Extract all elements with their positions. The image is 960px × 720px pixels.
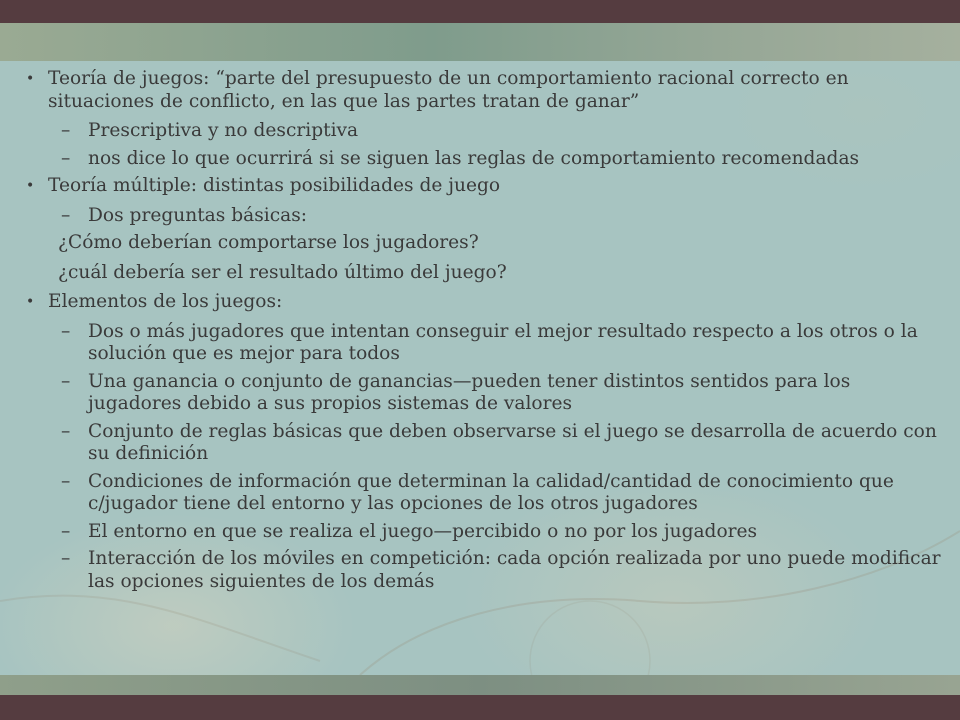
sub-bullet-text: Una ganancia o conjunto de ganancias—pueden tener distintos sentidos para los jugadores debido a sus propios sistemas de valores bbox=[88, 370, 851, 414]
bullet-marker: • bbox=[26, 71, 35, 87]
top-decorative-strip bbox=[0, 23, 960, 61]
dash-marker: – bbox=[61, 520, 71, 542]
sub-bullet-item bbox=[26, 321, 946, 366]
bullet-text: Teoría múltiple: distintas posibilidades de juego bbox=[48, 175, 501, 196]
bullet-text: Teoría de juegos: “parte del presupuesto de un comportamiento racional correcto en situaciones de conflicto, en las que las partes tratan de ganar” bbox=[48, 68, 849, 112]
question-line bbox=[26, 232, 946, 255]
sub-bullet-text: Dos o más jugadores que intentan conseguir el mejor resultado respecto a los otros o la solución que es mejor para todos bbox=[88, 320, 918, 364]
dash-marker: – bbox=[61, 370, 71, 392]
bullet-marker: • bbox=[26, 294, 35, 310]
dash-marker: – bbox=[61, 120, 71, 141]
sub-bullet-text: Prescriptiva y no descriptiva bbox=[88, 120, 359, 141]
bullet-item bbox=[26, 291, 946, 314]
sub-bullet-item bbox=[26, 148, 946, 171]
bullet-item bbox=[26, 68, 946, 113]
bullet-marker: • bbox=[26, 178, 35, 194]
top-frame-bar bbox=[0, 0, 960, 23]
sub-bullet-item bbox=[26, 548, 946, 593]
bullet-text: Elementos de los juegos: bbox=[48, 291, 283, 312]
sub-bullet-item bbox=[26, 371, 946, 416]
question-line bbox=[26, 262, 946, 285]
bottom-decorative-strip bbox=[0, 675, 960, 695]
bottom-frame-bar bbox=[0, 695, 960, 720]
sub-bullet-text: Condiciones de información que determinan la calidad/cantidad de conocimiento que c/jugador tiene del entorno y las opciones de los otros jugadores bbox=[88, 470, 894, 514]
dash-marker: – bbox=[61, 420, 71, 442]
dash-marker: – bbox=[61, 204, 71, 226]
sub-bullet-item bbox=[26, 120, 946, 143]
question-text: ¿Cómo deberían comportarse los jugadores? bbox=[58, 232, 479, 253]
sub-bullet-text: Dos preguntas básicas: bbox=[88, 204, 307, 226]
sub-bullet-item bbox=[26, 471, 946, 516]
bullet-item bbox=[26, 175, 946, 198]
dash-marker: – bbox=[61, 470, 71, 492]
sub-bullet-item bbox=[26, 521, 946, 544]
slide-content bbox=[26, 68, 946, 598]
dash-marker: – bbox=[61, 320, 71, 342]
sub-bullet-item bbox=[26, 205, 946, 228]
sub-bullet-text: Conjunto de reglas básicas que deben observarse si el juego se desarrolla de acuerdo con su definición bbox=[88, 420, 937, 464]
question-text: ¿cuál debería ser el resultado último del juego? bbox=[58, 261, 507, 283]
dash-marker: – bbox=[61, 548, 71, 569]
sub-bullet-text: El entorno en que se realiza el juego—percibido o no por los jugadores bbox=[88, 520, 758, 542]
dash-marker: – bbox=[61, 147, 71, 169]
sub-bullet-text: nos dice lo que ocurrirá si se siguen las reglas de comportamiento recomendadas bbox=[88, 147, 860, 169]
sub-bullet-text: Interacción de los móviles en competición: cada opción realizada por uno puede modificar las opciones siguientes de los demás bbox=[88, 548, 941, 592]
sub-bullet-item bbox=[26, 421, 946, 466]
